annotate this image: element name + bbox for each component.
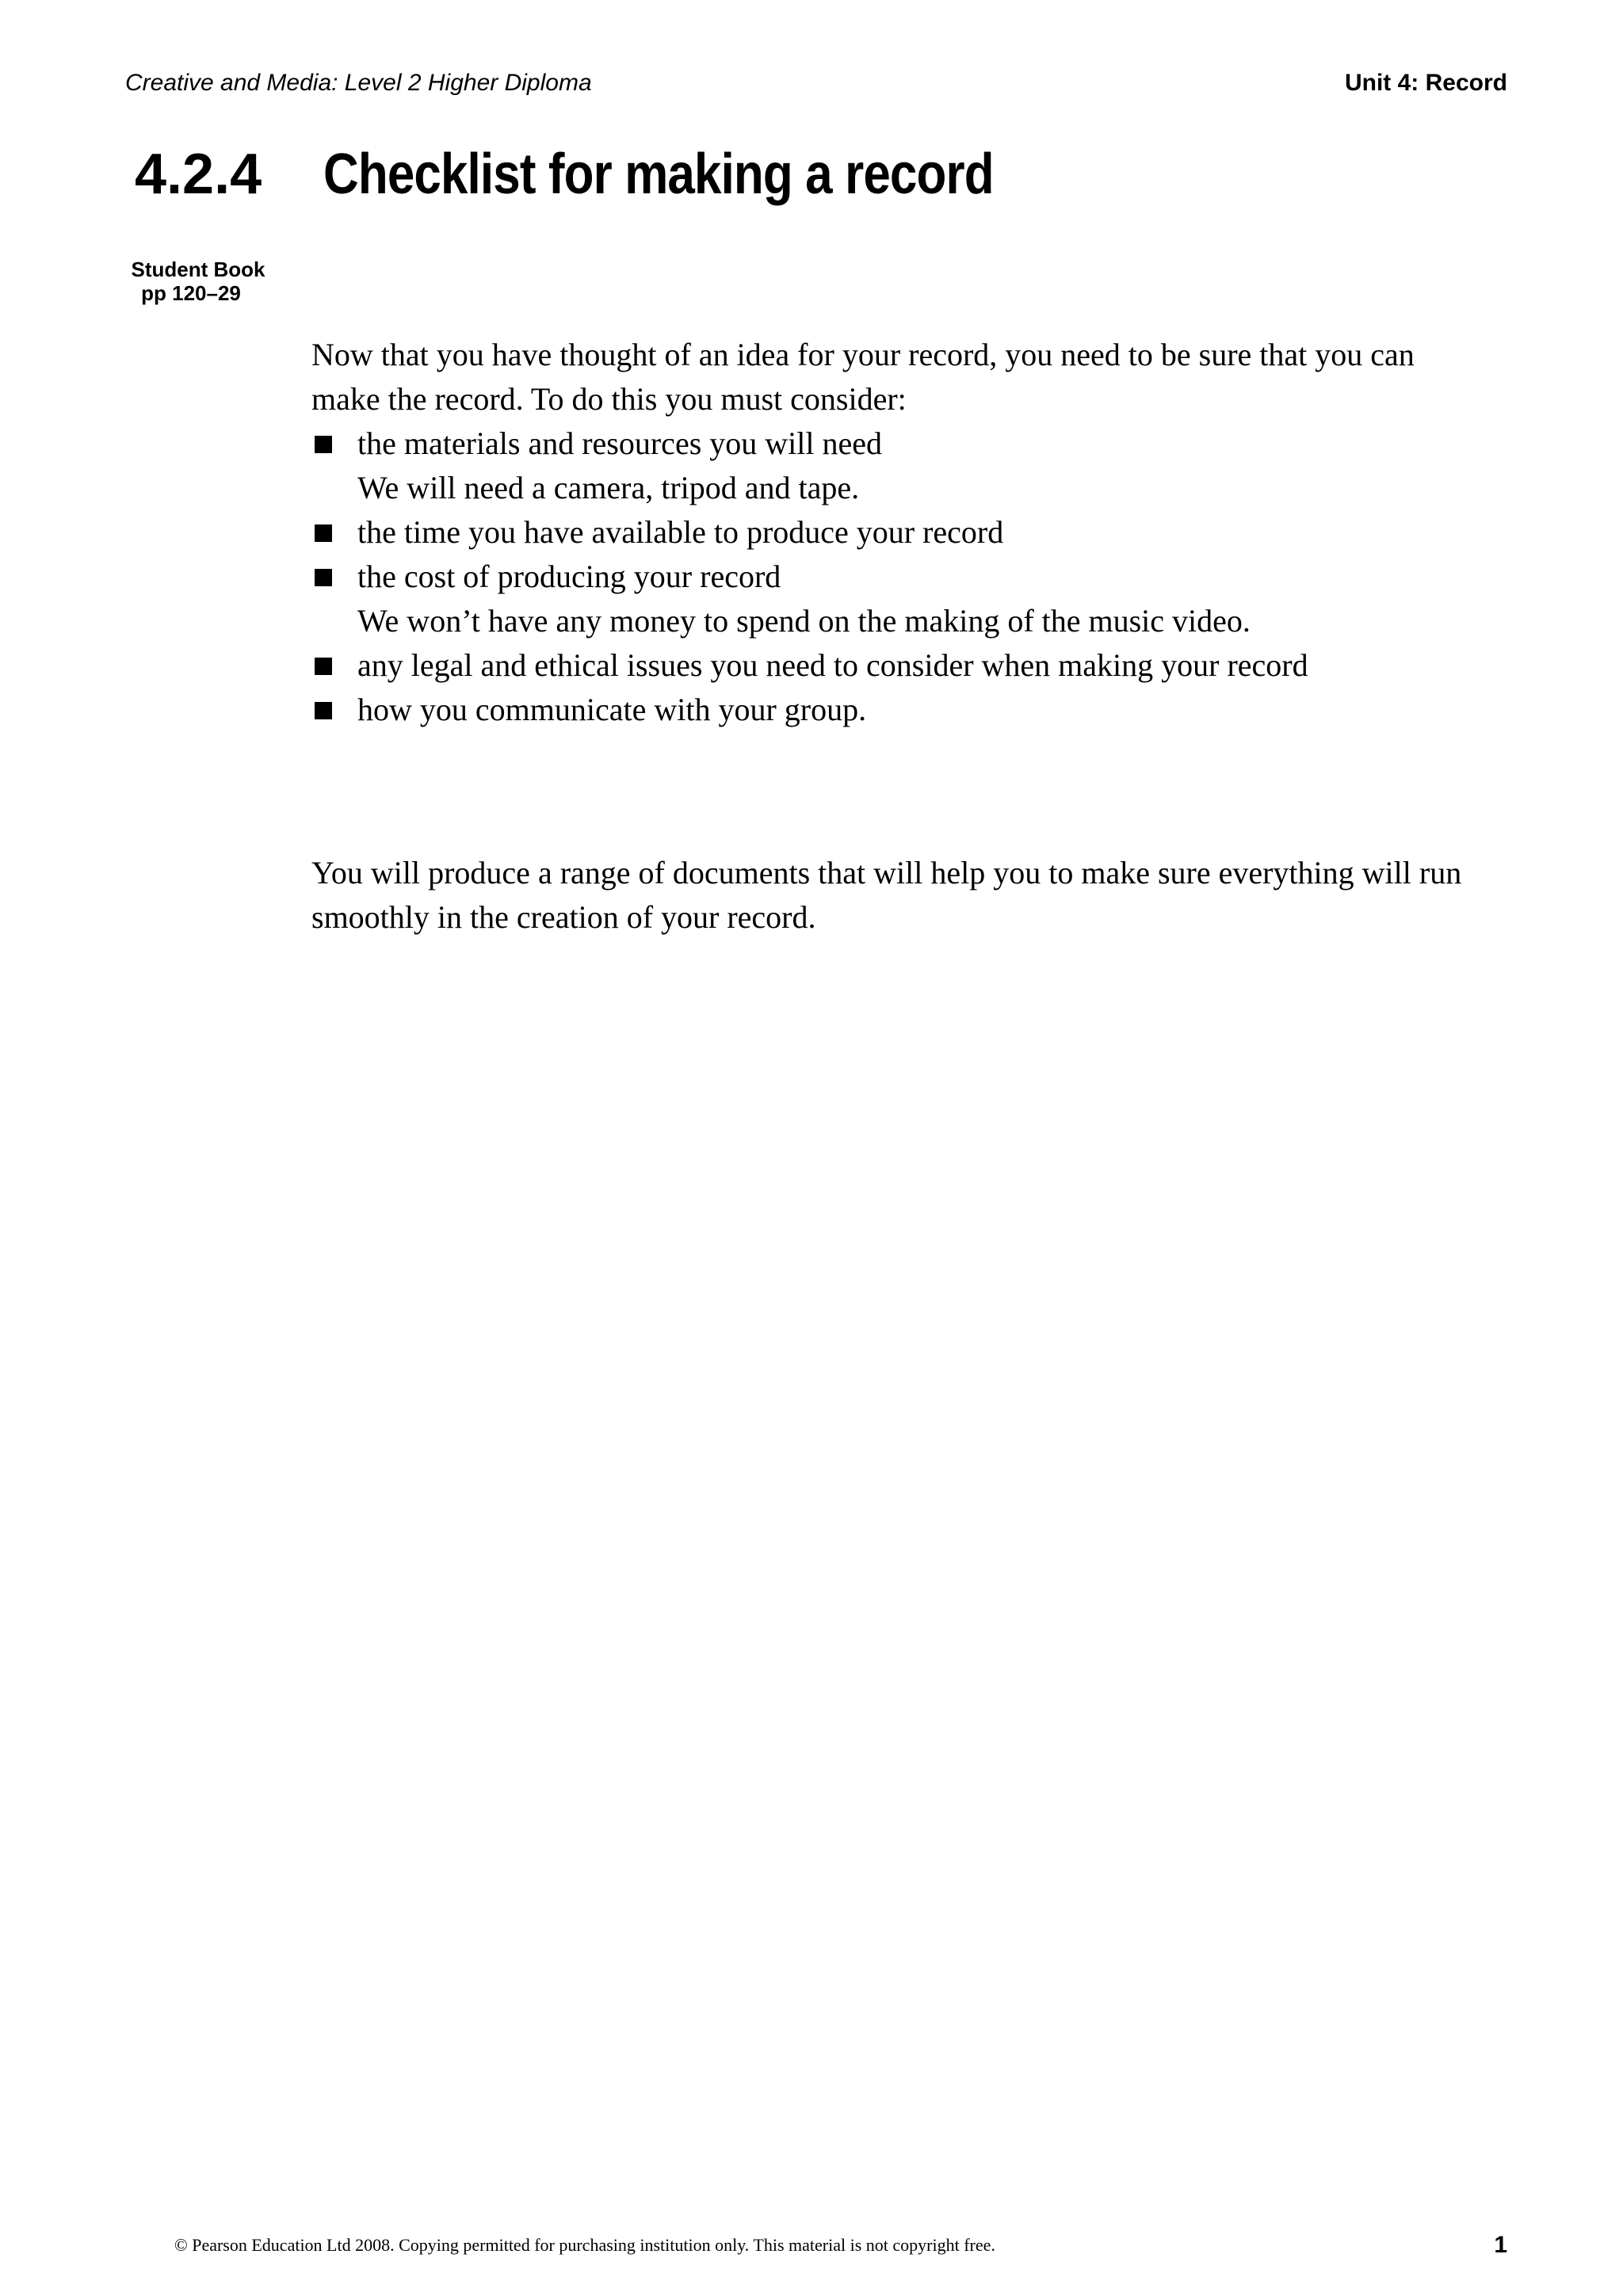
student-book-pages: pp 120–29 [141, 281, 241, 305]
checklist [311, 421, 1484, 732]
checklist-item-text: the materials and resources you will need [357, 425, 882, 461]
bullet-square-icon [315, 658, 332, 675]
checklist-item [311, 643, 1484, 688]
checklist-item-text: how you communicate with your group. [357, 692, 867, 727]
checklist-item-text: the cost of producing your record [357, 559, 781, 594]
checklist-item [311, 555, 1484, 599]
section-number: 4.2.4 [135, 143, 262, 206]
page-title [135, 135, 1102, 214]
checklist-item-note: We won’t have any money to spend on the making of the music video. [357, 603, 1251, 639]
main-content [311, 333, 1484, 940]
running-header-unit: Unit 4: Record [1344, 70, 1507, 96]
bullet-square-icon [315, 569, 332, 586]
checklist-item-text: the time you have available to produce your record [357, 514, 1004, 550]
running-header-course: Creative and Media: Level 2 Higher Diploma [125, 70, 592, 96]
copyright-notice: © Pearson Education Ltd 2008. Copying permitted for purchasing institution only. This material is not copyright free. [174, 2235, 995, 2255]
checklist-item [311, 421, 1484, 466]
checklist-item [311, 688, 1484, 732]
page-number: 1 [1494, 2232, 1507, 2258]
student-book-label: Student Book [131, 257, 265, 281]
intro-paragraph: Now that you have thought of an idea for your record, you need to be sure that you can make the record. To do this you must consider: [311, 337, 1415, 417]
section-title: Checklist for making a record [323, 143, 994, 206]
bullet-square-icon [315, 436, 332, 453]
closing-paragraph: You will produce a range of documents that will help you to make sure everything will run smoothly in the creation of your record. [311, 855, 1462, 935]
checklist-item [311, 510, 1484, 555]
checklist-item-text: any legal and ethical issues you need to consider when making your record [357, 647, 1308, 683]
student-book-reference [119, 257, 277, 305]
bullet-square-icon [315, 524, 332, 542]
bullet-square-icon [315, 702, 332, 719]
checklist-item-note: We will need a camera, tripod and tape. [357, 470, 860, 505]
